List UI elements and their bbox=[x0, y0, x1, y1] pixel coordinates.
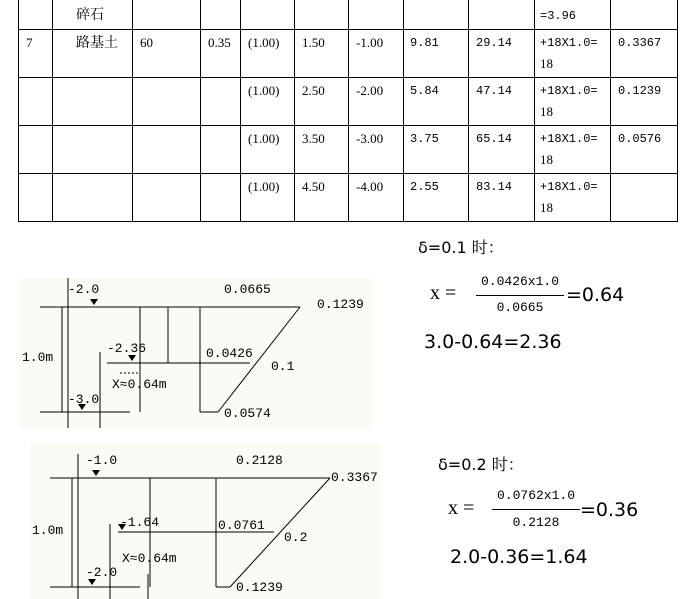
section1-result: =0.64 bbox=[566, 284, 625, 306]
mid-value-label: 0.0426 bbox=[206, 346, 253, 361]
row-formula-a: +18X1.0= bbox=[540, 180, 598, 194]
row-formula-b: 18 bbox=[540, 200, 553, 215]
row-c3: (1.00) bbox=[248, 131, 280, 146]
row-c8: 0.0576 bbox=[618, 132, 662, 146]
bottom-elevation-label: -3.0 bbox=[68, 392, 100, 407]
row-c4: 3.50 bbox=[302, 131, 325, 146]
row-c8: 0.1239 bbox=[618, 84, 662, 98]
row-formula-a: +18X1.0= bbox=[540, 84, 598, 98]
x-note-label: X≈0.64m bbox=[122, 551, 177, 566]
row-c7: 29.14 bbox=[476, 36, 513, 50]
row-c3: (1.00) bbox=[248, 179, 280, 194]
bottom-value-label: 0.1239 bbox=[236, 580, 283, 595]
section1-denominator: 0.0665 bbox=[496, 300, 544, 315]
table-top-material: 碎石 bbox=[76, 7, 104, 23]
section2-heading: δ=0.2 时： bbox=[438, 455, 524, 474]
row-c6: 9.81 bbox=[410, 36, 439, 50]
height-label: 1.0m bbox=[22, 350, 54, 365]
bottom-elevation-label: -2.0 bbox=[86, 565, 118, 580]
x-note-label: X≈0.64m bbox=[112, 377, 167, 392]
stress-diagram-2 bbox=[30, 444, 380, 599]
row-c3: (1.00) bbox=[248, 35, 280, 50]
table-top-result: =3.96 bbox=[540, 9, 577, 23]
top-elevation-label: -1.0 bbox=[86, 453, 118, 468]
row-formula-b: 18 bbox=[540, 152, 553, 167]
section1-heading: δ=0.1 时： bbox=[418, 238, 504, 257]
mid-elevation-label: -2.36 bbox=[107, 341, 147, 356]
section1-numerator: 0.0426x1.0 bbox=[480, 274, 559, 289]
row-c3: (1.00) bbox=[248, 83, 280, 98]
section2-denominator: 0.2128 bbox=[512, 515, 560, 530]
row-c4: 4.50 bbox=[302, 179, 325, 194]
bottom-value-label: 0.0574 bbox=[224, 406, 271, 421]
row-formula-a: +18X1.0= bbox=[540, 132, 598, 146]
top-elevation-label: -2.0 bbox=[68, 282, 100, 297]
delta-value-label: 0.2 bbox=[284, 530, 308, 545]
row-c7: 65.14 bbox=[476, 132, 513, 146]
stress-diagram-1 bbox=[20, 278, 372, 428]
row-formula-a: +18X1.0= bbox=[540, 36, 598, 50]
section1-fraction-bar bbox=[476, 295, 564, 296]
row-c7: 83.14 bbox=[476, 180, 513, 194]
top-value-label: 0.0665 bbox=[224, 282, 271, 297]
section2-result: =0.36 bbox=[580, 499, 639, 521]
row-c6: 5.84 bbox=[410, 84, 439, 98]
section2-numerator: 0.0762x1.0 bbox=[496, 488, 575, 503]
section2-fraction-bar bbox=[492, 509, 580, 510]
row-formula-b: 18 bbox=[540, 56, 553, 71]
row-c6: 2.55 bbox=[410, 180, 439, 194]
mid-value-label: 0.0761 bbox=[218, 518, 265, 533]
row-c1: 60 bbox=[140, 35, 153, 50]
row-c5: -1.00 bbox=[356, 35, 384, 50]
row-c5: -3.00 bbox=[356, 131, 384, 146]
row-c5: -2.00 bbox=[356, 83, 384, 98]
top-value-label: 0.2128 bbox=[236, 453, 283, 468]
row-c4: 2.50 bbox=[302, 83, 325, 98]
section1-line2: 3.0-0.64=2.36 bbox=[424, 331, 562, 353]
row-no: 7 bbox=[26, 35, 33, 50]
mid-elevation-label: -1.64 bbox=[120, 515, 160, 530]
row-c5: -4.00 bbox=[356, 179, 384, 194]
row-c2: 0.35 bbox=[208, 35, 231, 50]
row-c8: 0.3367 bbox=[618, 36, 662, 50]
section1-x-label: x = bbox=[430, 282, 457, 304]
section2-x-label: x = bbox=[448, 497, 475, 519]
section2-line2: 2.0-0.36=1.64 bbox=[450, 546, 588, 568]
row-formula-b: 18 bbox=[540, 104, 553, 119]
delta-value-label: 0.1 bbox=[271, 359, 295, 374]
row-material: 路基土 bbox=[76, 35, 118, 51]
row-c6: 3.75 bbox=[410, 132, 439, 146]
right-value-label: 0.1239 bbox=[317, 297, 364, 312]
row-c7: 47.14 bbox=[476, 84, 513, 98]
height-label: 1.0m bbox=[32, 523, 64, 538]
right-value-label: 0.3367 bbox=[331, 470, 378, 485]
row-c4: 1.50 bbox=[302, 35, 325, 50]
